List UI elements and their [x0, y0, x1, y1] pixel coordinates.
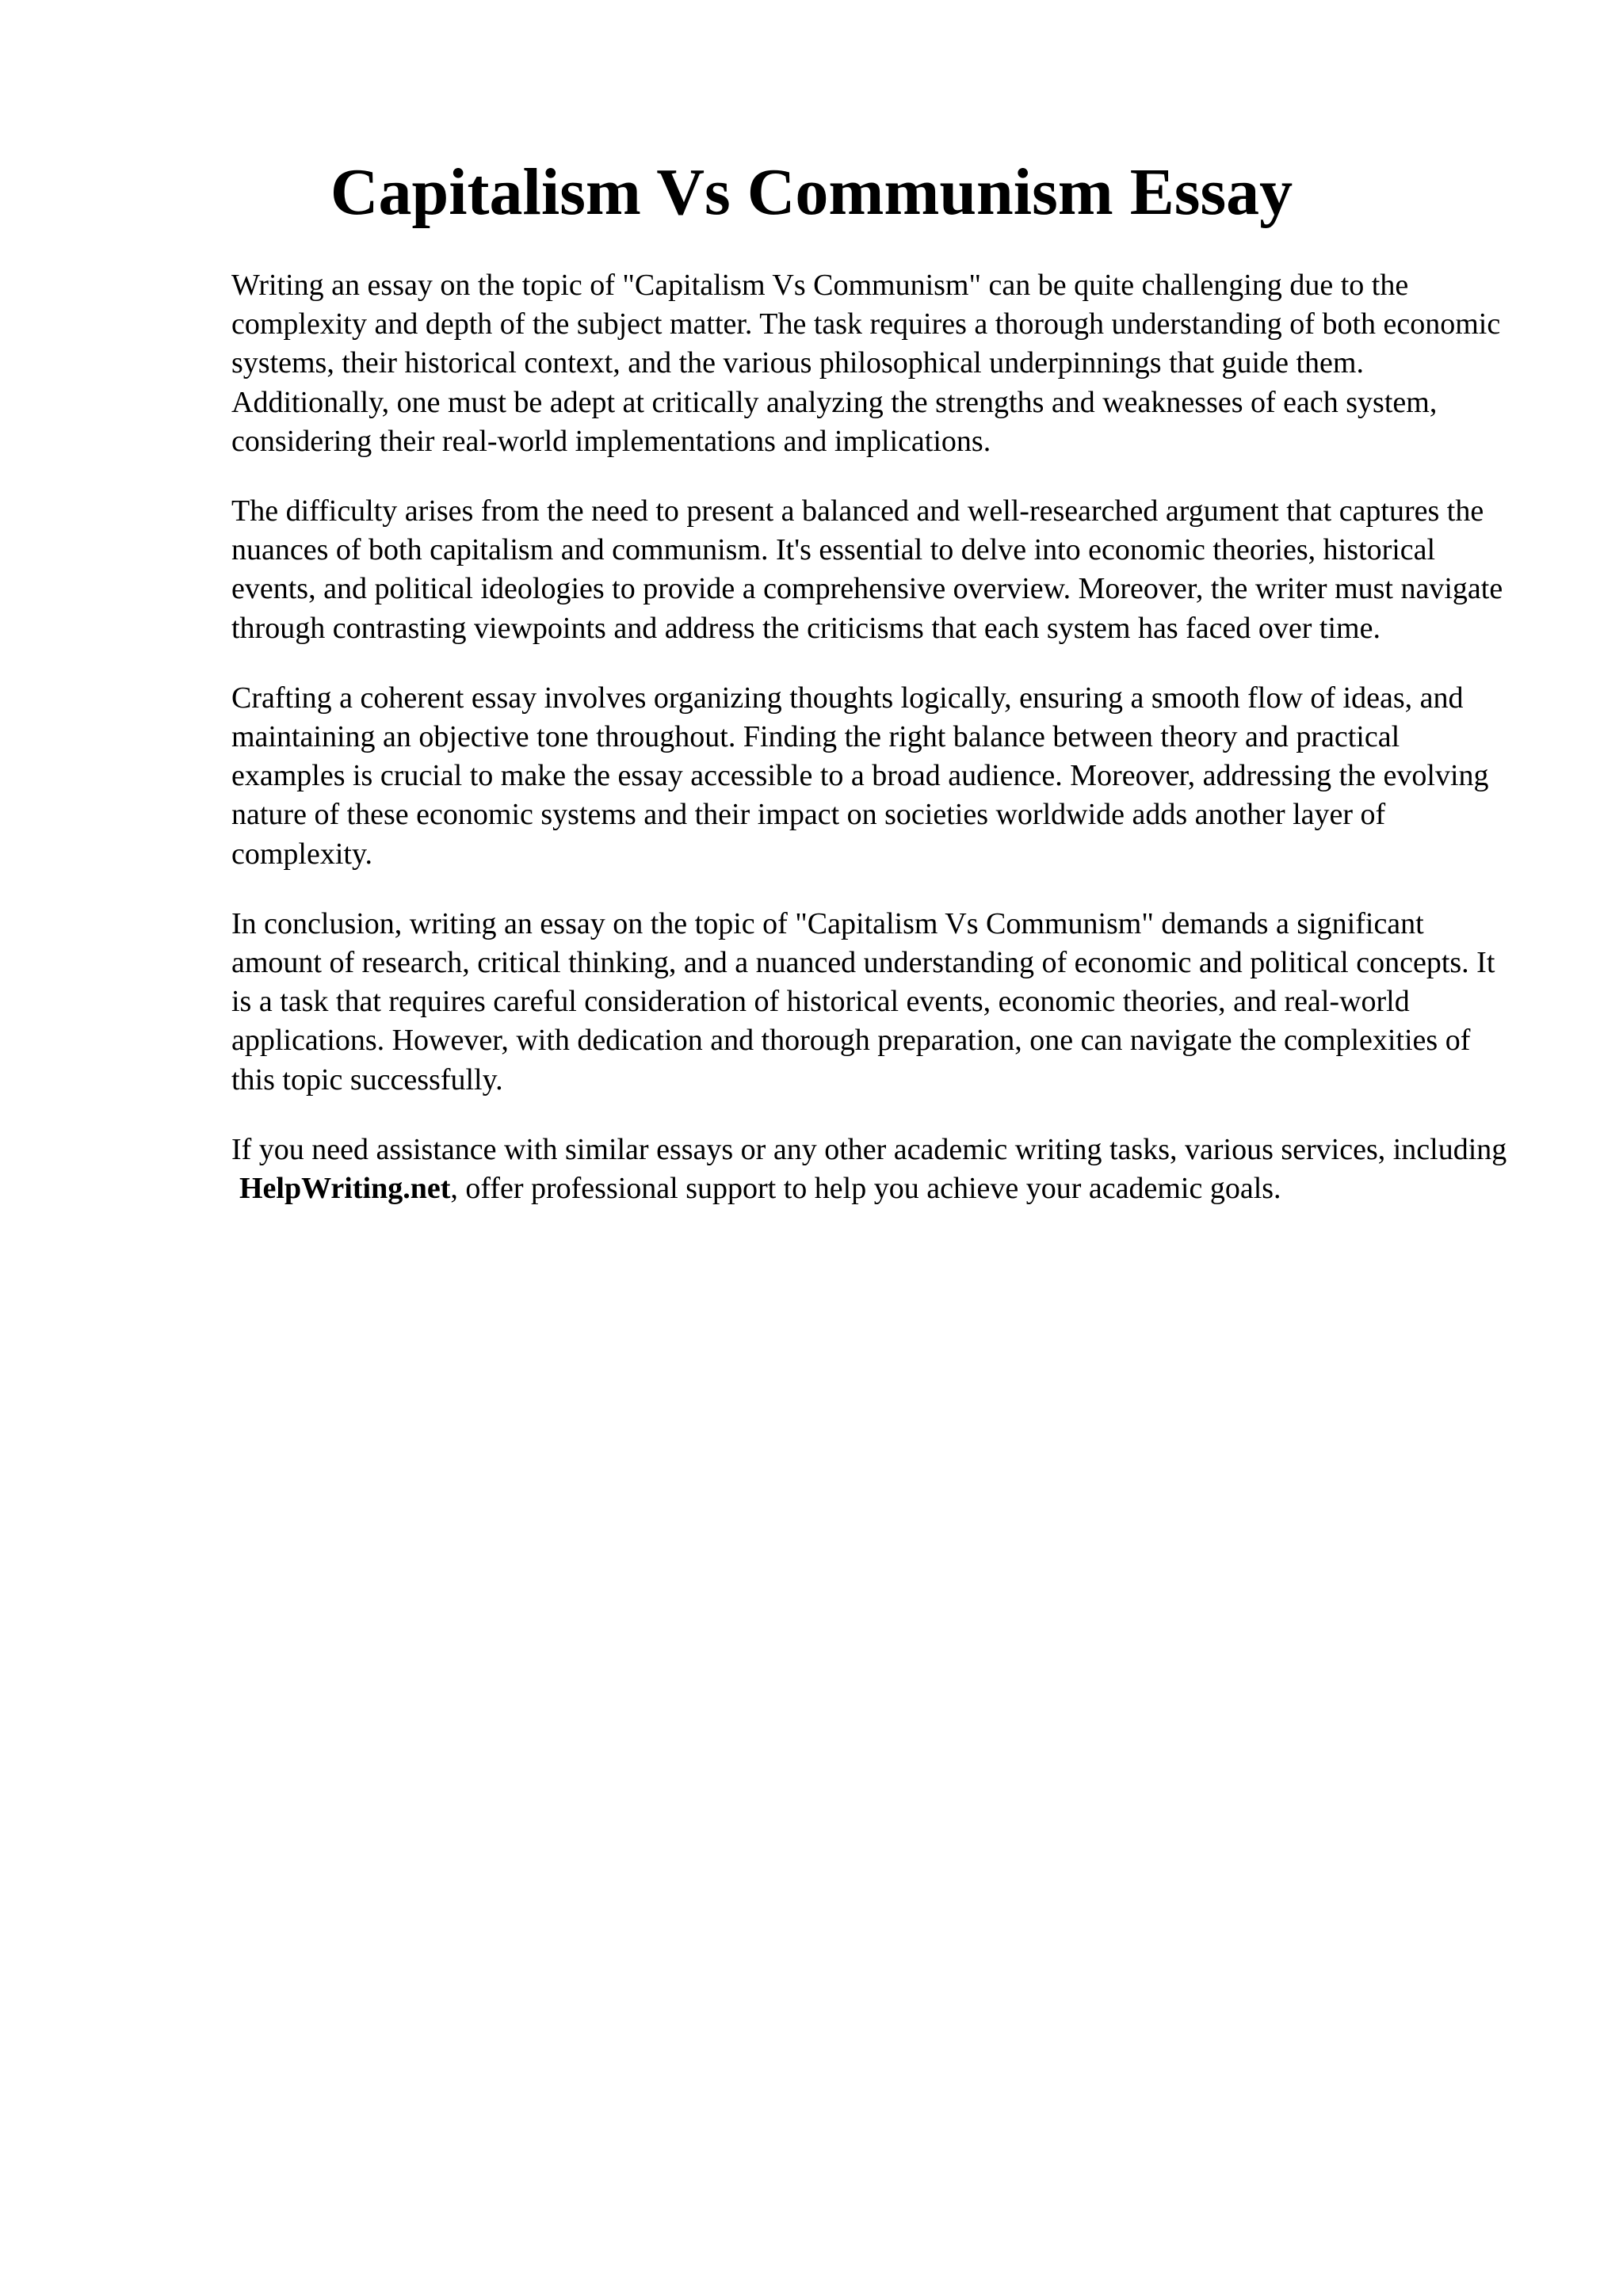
- paragraph-closing: [231, 1131, 1515, 1208]
- paragraph-difficulty: The difficulty arises from the need to present a balanced and well-researched argument that captures the nuances of both capitalism and communism. It's essential to delve into economic theories, historical events, and political ideologies to provide a comprehensive overview. Moreover, the writer must navigate through contrasting viewpoints and address the criticisms that each system has faced over time.: [231, 494, 1503, 645]
- closing-text-after: , offer professional support to help you achieve your academic goals.: [450, 1172, 1281, 1206]
- page-title: Capitalism Vs Communism Essay: [330, 155, 1293, 229]
- brand-name: HelpWriting.net: [239, 1172, 451, 1206]
- paragraph-intro: Writing an essay on the topic of "Capitalism Vs Communism" can be quite challenging due to the complexity and depth of the subject matter. The task requires a thorough understanding of both economic systems, their historical context, and the various philosophical underpinnings that guide them. Additionally, one must be adept at critically analyzing the strengths and weaknesses of each system, considering their real-world implementations and implications.: [231, 269, 1501, 458]
- paragraph-conclusion: In conclusion, writing an essay on the topic of "Capitalism Vs Communism" demands a significant amount of research, critical thinking, and a nuanced understanding of economic and political concepts. It is a task that requires careful consideration of historical events, economic theories, and real-world applications. However, with dedication and thorough preparation, one can navigate the complexities of this topic successfully.: [231, 906, 1495, 1097]
- closing-text-before: If you need assistance with similar essays or any other academic writing tasks, various services, including: [231, 1132, 1507, 1166]
- essay-body: [231, 266, 1515, 1239]
- paragraph-crafting: Crafting a coherent essay involves organizing thoughts logically, ensuring a smooth flow of ideas, and maintaining an objective tone throughout. Finding the right balance between theory and practical examples is crucial to make the essay accessible to a broad audience. Moreover, addressing the evolving nature of these economic systems and their impact on societies worldwide adds another layer of complexity.: [231, 681, 1489, 871]
